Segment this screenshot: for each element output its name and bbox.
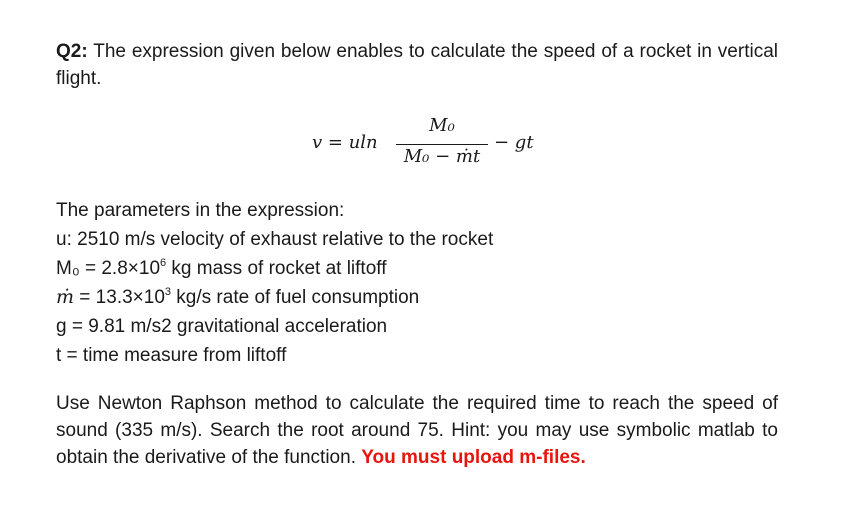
param-mdot-desc: kg/s rate of fuel consumption (171, 287, 420, 308)
equation-lhs: v = uln (312, 132, 378, 153)
param-m0-exponent: 6 (160, 256, 167, 269)
parameters-heading: The parameters in the expression: (56, 200, 345, 221)
param-t: t = time measure from liftoff (56, 345, 287, 366)
param-mdot-base: = 13.3×10 (74, 287, 165, 308)
param-g: g = 9.81 m/s2 gravitational acceleration (56, 316, 388, 337)
param-m0-base: M₀ = 2.8×10 (56, 258, 161, 279)
equation-numerator: M₀ (429, 115, 455, 136)
must-upload-notice: You must upload m-files. (361, 447, 586, 468)
question-label: Q2: (56, 41, 88, 62)
equation-fraction (396, 112, 488, 176)
param-mdot-symbol: ṁ (56, 286, 75, 308)
fraction-bar (396, 144, 488, 145)
equation-rhs: − gt (494, 132, 534, 153)
equation-denominator: M₀ − ṁt (403, 146, 481, 167)
param-mdot-exponent: 3 (164, 285, 172, 298)
question-text (56, 38, 778, 92)
param-mdot (56, 283, 493, 312)
parameters-list (56, 196, 493, 370)
question-body: The expression given below enables to calculate the speed of a rocket in vertical flight. (56, 41, 778, 89)
param-m0 (56, 254, 493, 283)
instructions-text (56, 390, 778, 471)
instructions-body: Use Newton Raphson method to calculate the required time to reach the speed of sound (335 m/s). Search the root around 75. Hint: you may use symbolic matlab to obtain the derivative of the function. (56, 393, 778, 468)
param-m0-desc: kg mass of rocket at liftoff (166, 258, 387, 279)
param-u: u: 2510 m/s velocity of exhaust relative to the rocket (56, 229, 494, 250)
